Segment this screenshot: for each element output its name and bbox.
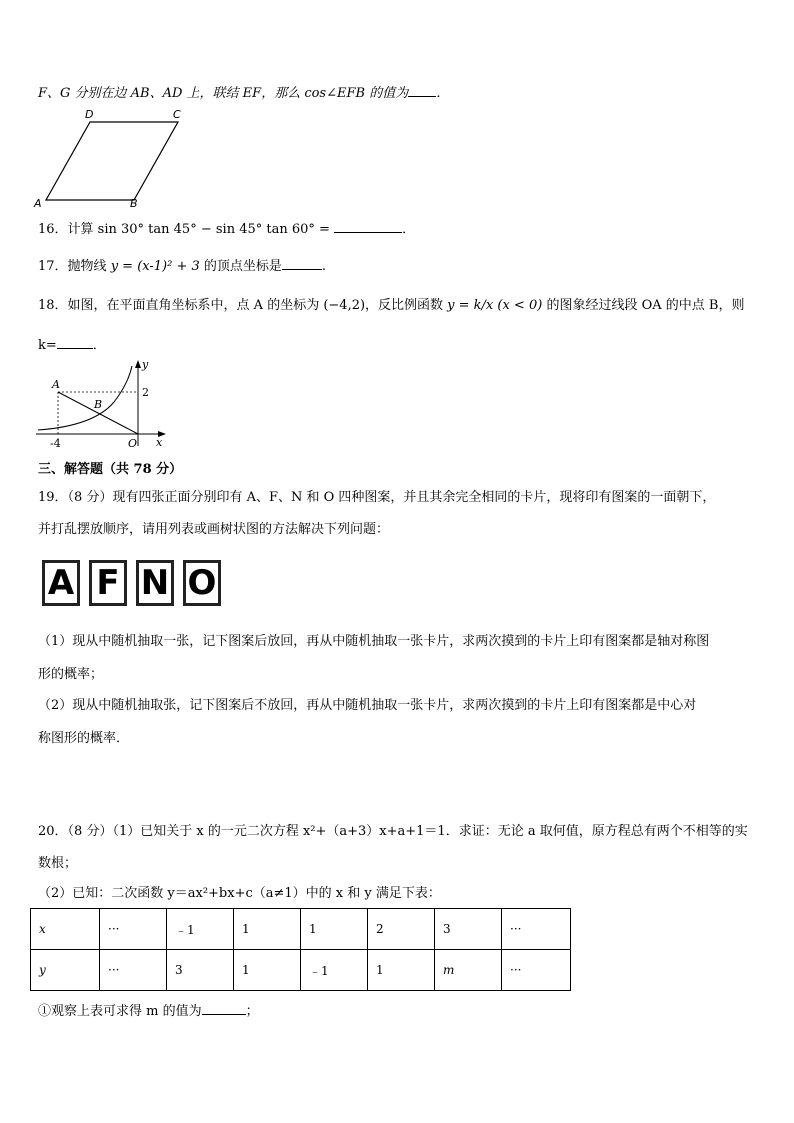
card-n: N	[136, 560, 174, 606]
table-cell: 3	[435, 909, 502, 950]
card-a: A	[42, 560, 80, 606]
q20-part-2: （2）已知：二次函数 y＝ax²+bx+c（a≠1）中的 x 和 y 满足下表：	[38, 886, 441, 901]
table-cell: 1	[234, 909, 301, 950]
y-label: y	[142, 358, 149, 371]
q19-line-1: 19．（8 分）现有四张正面分别印有 A、F、N 和 O 四种图案，并且其余完全相同的卡片，现将印有图案的一面朝下，	[38, 490, 716, 505]
vertex-b: B	[130, 197, 138, 210]
q15-end: ．	[436, 86, 450, 101]
q16-text	[38, 220, 415, 238]
table-cell: ···	[502, 950, 571, 991]
tick-2: 2	[142, 386, 149, 399]
q18-prefix: 18．如图，在平面直角坐标系中，点 A 的坐标为 (−4,2)，反比例函数	[38, 298, 448, 313]
q16-end: ．	[402, 222, 416, 237]
q19-line-2: 并打乱摆放顺序，请用列表或画树状图的方法解决下列问题：	[38, 522, 390, 537]
xy-table	[30, 908, 571, 991]
q17-prefix: 17．抛物线	[38, 259, 111, 274]
table-cell: x	[31, 909, 100, 950]
q20-line-2: 数根；	[38, 856, 78, 871]
table-cell: ﹣1	[167, 909, 234, 950]
q18-text-2	[38, 336, 106, 354]
q16-answer-blank[interactable]	[334, 220, 402, 233]
table-cell: ﹣1	[301, 950, 368, 991]
table-cell: y	[31, 950, 100, 991]
table-cell: 3	[167, 950, 234, 991]
q18-end: ．	[92, 338, 106, 353]
y-axis-arrow	[135, 360, 141, 368]
table-row-y	[31, 950, 571, 991]
vertex-d: D	[85, 108, 94, 121]
table-row-x	[31, 909, 571, 950]
table-cell: 1	[234, 950, 301, 991]
q15-answer-blank[interactable]	[408, 84, 436, 97]
q20-observe-end: ；	[245, 1004, 259, 1019]
table-cell: 1	[301, 909, 368, 950]
q20-observe	[38, 1002, 259, 1020]
q19-1-line-1: （1）现从中随机抽取一张，记下图案后放回，再从中随机抽取一张卡片，求两次摸到的卡片上印有图案都是轴对称图	[38, 634, 710, 649]
q19-2-line-2: 称图形的概率．	[38, 731, 130, 746]
vertex-c: C	[173, 108, 181, 121]
q17-formula: y = (x-1)² + 3	[110, 259, 200, 274]
q20-line-1: 20．（8 分）（1）已知关于 x 的一元二次方程 x²+（a+3）x+a+1＝1．求证：无论 a 取何值，原方程总有两个不相等的实	[38, 824, 748, 839]
q18-answer-blank[interactable]	[57, 336, 93, 349]
hyperbola-curve	[38, 366, 132, 430]
origin-o: O	[128, 437, 138, 450]
card-f: F	[89, 560, 127, 606]
q19-1-line-2: 形的概率；	[38, 667, 104, 682]
tick-minus-4: -4	[50, 437, 61, 450]
q18-text	[38, 298, 744, 314]
point-b: B	[94, 398, 103, 411]
vertex-a: A	[34, 197, 42, 210]
q20-observe-text: ①观察上表可求得 m 的值为	[38, 1004, 202, 1019]
q18-suffix: 的图象经过线段 OA 的中点 B，则	[542, 298, 745, 313]
parallelogram-figure	[30, 106, 200, 210]
card-o: O	[183, 560, 221, 606]
q16-question: 16．计算 sin 30° tan 45° − sin 45° tan 60° =	[38, 222, 335, 237]
table-cell: m	[435, 950, 502, 991]
table-cell: ···	[502, 909, 571, 950]
q18-k: k=	[38, 338, 57, 353]
point-a: A	[52, 378, 60, 391]
table-cell: 2	[368, 909, 435, 950]
q20-answer-blank[interactable]	[202, 1002, 246, 1015]
parallelogram-shape	[46, 122, 178, 200]
q18-formula: y = k/x (x < 0)	[447, 298, 543, 313]
x-label: x	[156, 436, 163, 449]
table-cell: ···	[100, 909, 167, 950]
q18-graph	[34, 356, 174, 452]
q17-answer-blank[interactable]	[282, 257, 322, 270]
q19-2-line-1: （2）现从中随机抽取张，记下图案后不放回，再从中随机抽取一张卡片，求两次摸到的卡片上印有图案都是中心对	[38, 698, 697, 713]
q17-suffix: 的顶点坐标是	[199, 259, 282, 274]
section-3-heading: 三、解答题（共 78 分）	[38, 462, 183, 477]
table-cell: ···	[100, 950, 167, 991]
q15-tail: F、G 分别在边 AB、AD 上，联结 EF，那么 cos∠EFB 的值为	[38, 86, 409, 101]
q17-end: .	[321, 259, 327, 274]
q15-text	[38, 84, 449, 102]
table-cell: 1	[368, 950, 435, 991]
q17-text	[38, 257, 326, 275]
